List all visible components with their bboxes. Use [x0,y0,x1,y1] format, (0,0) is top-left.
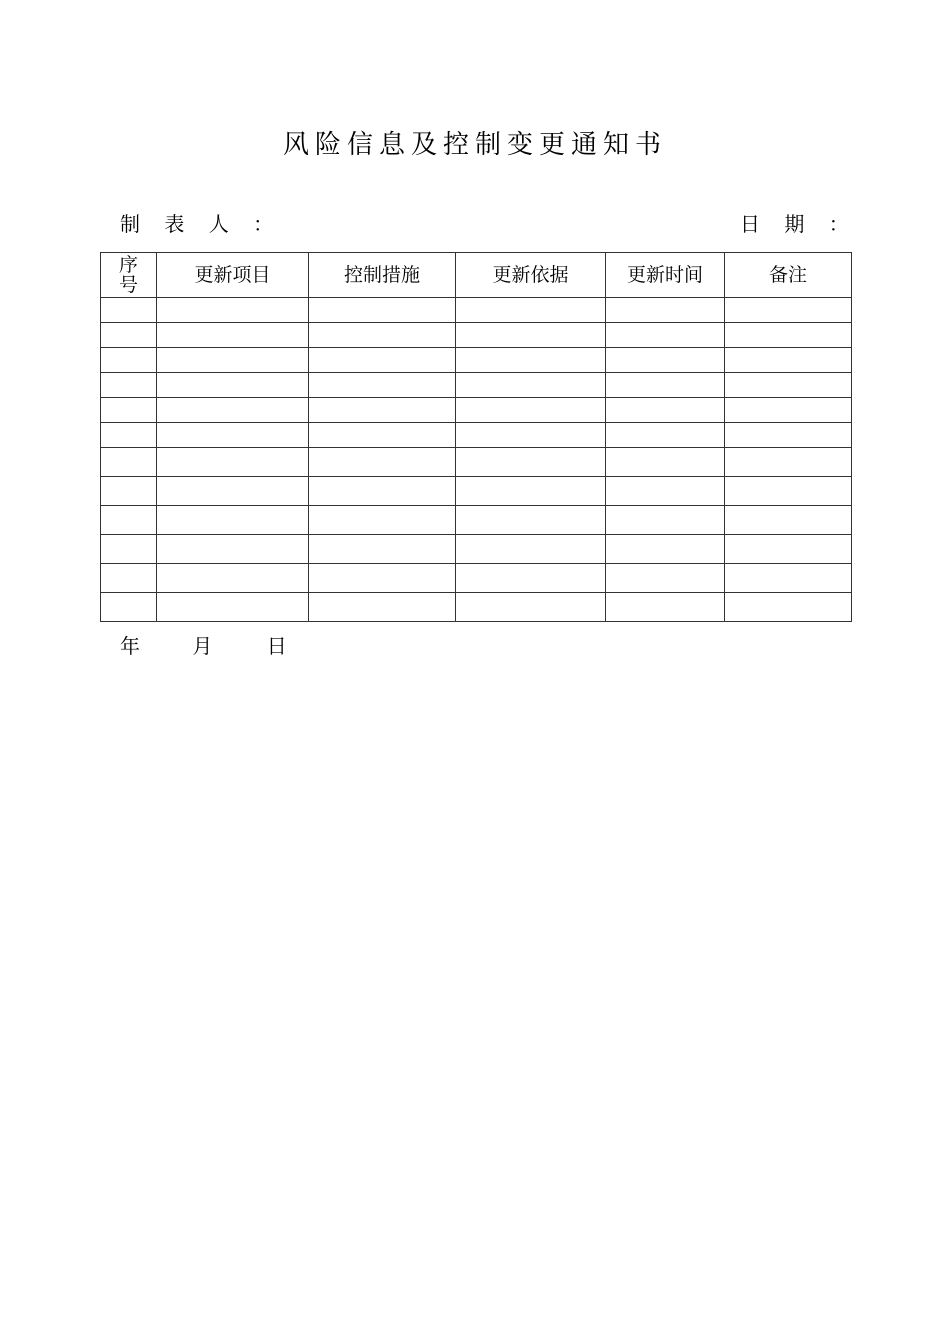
cell-update-basis[interactable] [456,477,606,506]
cell-seq[interactable] [101,477,157,506]
cell-update-basis[interactable] [456,593,606,622]
cell-remarks[interactable] [725,535,852,564]
date-label: 日 期 ： [740,212,858,236]
cell-update-item[interactable] [157,398,309,423]
table-body [101,298,852,622]
cell-update-item[interactable] [157,298,309,323]
cell-seq[interactable] [101,506,157,535]
cell-control-measure[interactable] [309,593,456,622]
table-row [101,564,852,593]
cell-remarks[interactable] [725,564,852,593]
table-row [101,298,852,323]
cell-seq[interactable] [101,535,157,564]
cell-remarks[interactable] [725,348,852,373]
cell-update-basis[interactable] [456,423,606,448]
cell-update-time[interactable] [606,323,725,348]
footer-date [120,632,287,660]
table-row [101,593,852,622]
cell-update-basis[interactable] [456,506,606,535]
cell-control-measure[interactable] [309,398,456,423]
cell-update-item[interactable] [157,423,309,448]
cell-update-time[interactable] [606,448,725,477]
cell-update-basis[interactable] [456,398,606,423]
cell-update-basis[interactable] [456,373,606,398]
header-remarks: 备注 [725,253,852,298]
cell-remarks[interactable] [725,593,852,622]
cell-remarks[interactable] [725,323,852,348]
cell-control-measure[interactable] [309,298,456,323]
cell-update-time[interactable] [606,535,725,564]
cell-control-measure[interactable] [309,535,456,564]
cell-update-time[interactable] [606,298,725,323]
table-row [101,348,852,373]
cell-remarks[interactable] [725,373,852,398]
cell-update-time[interactable] [606,477,725,506]
cell-seq[interactable] [101,423,157,448]
table-row [101,373,852,398]
cell-update-time[interactable] [606,348,725,373]
table-row [101,506,852,535]
table-row [101,448,852,477]
cell-update-basis[interactable] [456,298,606,323]
cell-remarks[interactable] [725,398,852,423]
cell-control-measure[interactable] [309,564,456,593]
header-update-basis: 更新依据 [456,253,606,298]
cell-update-basis[interactable] [456,323,606,348]
header-seq-bottom: 号 [118,274,138,296]
header-update-item: 更新项目 [157,253,309,298]
header-control-measure: 控制措施 [309,253,456,298]
cell-seq[interactable] [101,398,157,423]
cell-update-time[interactable] [606,564,725,593]
cell-update-basis[interactable] [456,448,606,477]
header-seq-top: 序 [118,254,138,276]
cell-update-time[interactable] [606,398,725,423]
cell-remarks[interactable] [725,423,852,448]
cell-update-item[interactable] [157,477,309,506]
cell-control-measure[interactable] [309,477,456,506]
cell-update-basis[interactable] [456,564,606,593]
cell-seq[interactable] [101,323,157,348]
cell-control-measure[interactable] [309,423,456,448]
cell-seq[interactable] [101,373,157,398]
cell-control-measure[interactable] [309,506,456,535]
cell-update-basis[interactable] [456,535,606,564]
cell-seq[interactable] [101,348,157,373]
cell-update-item[interactable] [157,593,309,622]
cell-update-item[interactable] [157,506,309,535]
footer-month: 月 [192,634,213,658]
change-notice-table [100,252,852,622]
cell-control-measure[interactable] [309,323,456,348]
table-row [101,535,852,564]
document-title: 风险信息及控制变更通知书 [282,130,667,160]
cell-remarks[interactable] [725,298,852,323]
cell-remarks[interactable] [725,448,852,477]
header-seq [101,253,157,298]
cell-update-basis[interactable] [456,348,606,373]
table-row [101,477,852,506]
cell-control-measure[interactable] [309,373,456,398]
cell-update-time[interactable] [606,373,725,398]
cell-seq[interactable] [101,298,157,323]
cell-seq[interactable] [101,593,157,622]
cell-update-item[interactable] [157,535,309,564]
cell-update-time[interactable] [606,423,725,448]
cell-seq[interactable] [101,448,157,477]
footer-year: 年 [120,634,140,658]
table-row [101,323,852,348]
header-update-time: 更新时间 [606,253,725,298]
cell-update-item[interactable] [157,373,309,398]
table-row [101,423,852,448]
cell-control-measure[interactable] [309,448,456,477]
footer-day: 日 [266,634,287,658]
cell-remarks[interactable] [725,506,852,535]
cell-remarks[interactable] [725,477,852,506]
cell-update-item[interactable] [157,323,309,348]
cell-control-measure[interactable] [309,348,456,373]
cell-seq[interactable] [101,564,157,593]
preparer-label: 制 表 人 ： [120,212,283,236]
cell-update-time[interactable] [606,593,725,622]
cell-update-item[interactable] [157,448,309,477]
table-header-row [101,253,852,298]
cell-update-time[interactable] [606,506,725,535]
cell-update-item[interactable] [157,564,309,593]
table-row [101,398,852,423]
cell-update-item[interactable] [157,348,309,373]
